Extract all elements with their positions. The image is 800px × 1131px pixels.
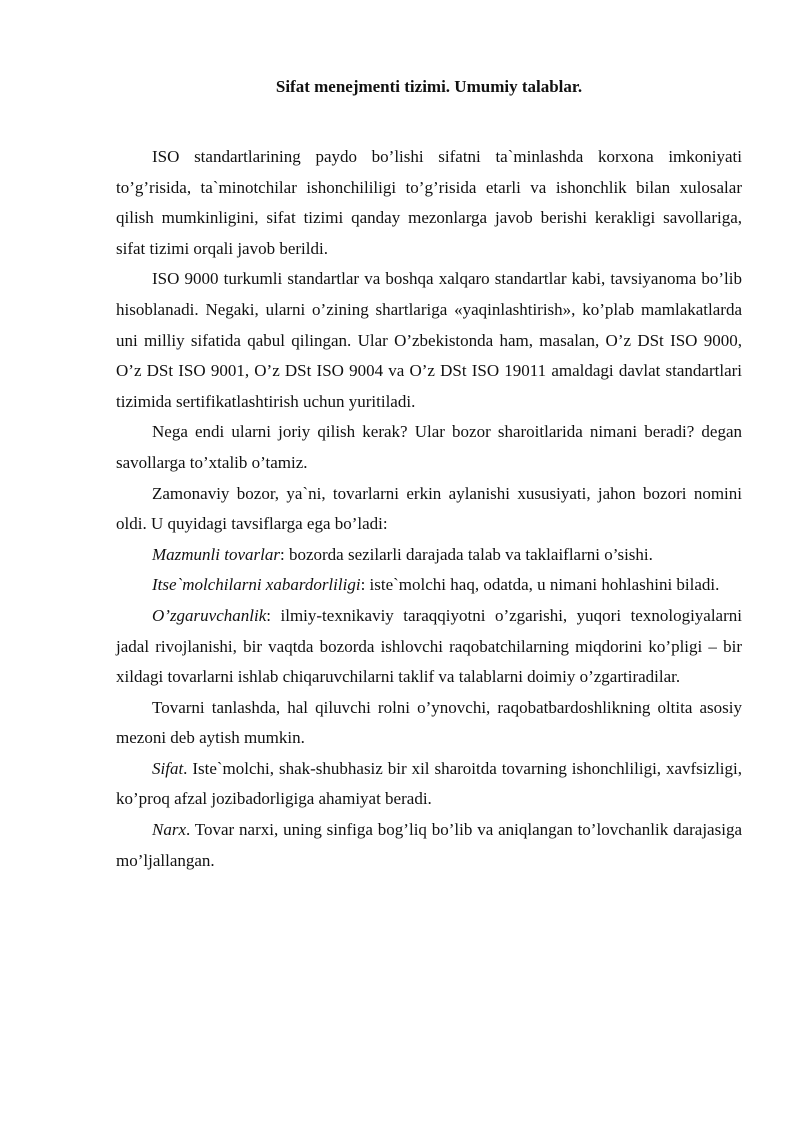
page-title: Sifat menejmenti tizimi. Umumiy talablar. [275, 77, 583, 96]
paragraph-text: Tovarni tanlashda, hal qiluvchi rolni o’ynovchi, raqobatbardoshlikning oltita asosiy mezoni deb aytish mumkin. [116, 697, 742, 748]
paragraph-text: : ilmiy-texnikaviy taraqqiyotni o’zgarishi, yuqori texnologiyalarni jadal rivojlanishi, bir vaqtda bozorda ishlovchi raqobatchilarning miqdorini ko’pligi – bir xildagi tovarlarni ishlab chiqaruvchilarni taklif va talablarni doimiy o’zgartiradilar. [116, 605, 742, 687]
paragraph-quality [116, 754, 742, 815]
paragraph-variability [116, 601, 742, 693]
term-label: Narx [152, 820, 186, 840]
paragraph-iso-9000-series [116, 264, 742, 417]
term-label: Mazmunli tovarlar [152, 544, 280, 564]
term-label: O’zgaruvchanlik [152, 605, 267, 625]
paragraph-why-implement [116, 417, 742, 478]
paragraph-modern-market [116, 479, 742, 540]
term-label: Sifat [152, 758, 184, 778]
paragraph-consumer-awareness [116, 570, 742, 601]
document-body [116, 70, 742, 876]
paragraph-text: . Iste`molchi, shak-shubhasiz bir xil sharoitda tovarning ishonchliligi, xavfsizligi, ko’proq afzal jozibadorligiga ahamiyat beradi. [116, 758, 742, 809]
paragraph-text: ISO standartlarining paydo bo’lishi sifatni ta`minlashda korxona imkoniyati to’g’risida, ta`minotchilar ishonchililigi to’g’risida etarli va ishonchlik bilan xulosalar qilish mumkinligini, sifat tizimi qanday mezonlarga javob berishi kerakligi savollariga, sifat tizimi orqali javob berildi. [116, 147, 742, 258]
paragraph-meaningful-goods [116, 540, 742, 571]
term-label: Itse`molchilarni xabardorliligi [152, 575, 361, 595]
paragraph-text: . Tovar narxi, uning sinfiga bog’liq bo’lib va aniqlangan to’lovchanlik darajasiga mo’ljallangan. [116, 820, 742, 870]
paragraph-text: Nega endi ularni joriy qilish kerak? Ular bozor sharoitlarida nimani beradi? degan savollarga to’xtalib o’tamiz. [116, 422, 742, 472]
paragraph-text: Zamonaviy bozor, ya`ni, tovarlarni erkin aylanishi xususiyati, jahon bozori nomini oldi. U quyidagi tavsiflarga ega bo’ladi: [116, 483, 742, 534]
paragraph-text: ISO 9000 turkumli standartlar va boshqa xalqaro standartlar kabi, tavsiyanoma bo’lib hisoblanadi. Negaki, ularni o’zining shartlariga «yaqinlashtirish», ko’plab mamlakatlarda uni milliy sifatida qabul qilingan. Ular O’zbekistonda ham, masalan, O’z DSt ISO 9000, O’z DSt ISO 9001, O’z DSt ISO 9004 va O’z DSt ISO 19011 amaldagi davlat standartlari tizimida sertifikatlashtirish uchun yuritiladi. [116, 269, 742, 411]
paragraph-price [116, 815, 742, 876]
paragraph-selection-criteria [116, 693, 742, 754]
paragraph-text: : iste`molchi haq, odatda, u nimani hohlashini biladi. [360, 575, 720, 595]
paragraph-text: : bozorda sezilarli darajada talab va taklaiflarni o’sishi. [279, 544, 653, 564]
paragraph-iso-emergence [116, 142, 742, 264]
